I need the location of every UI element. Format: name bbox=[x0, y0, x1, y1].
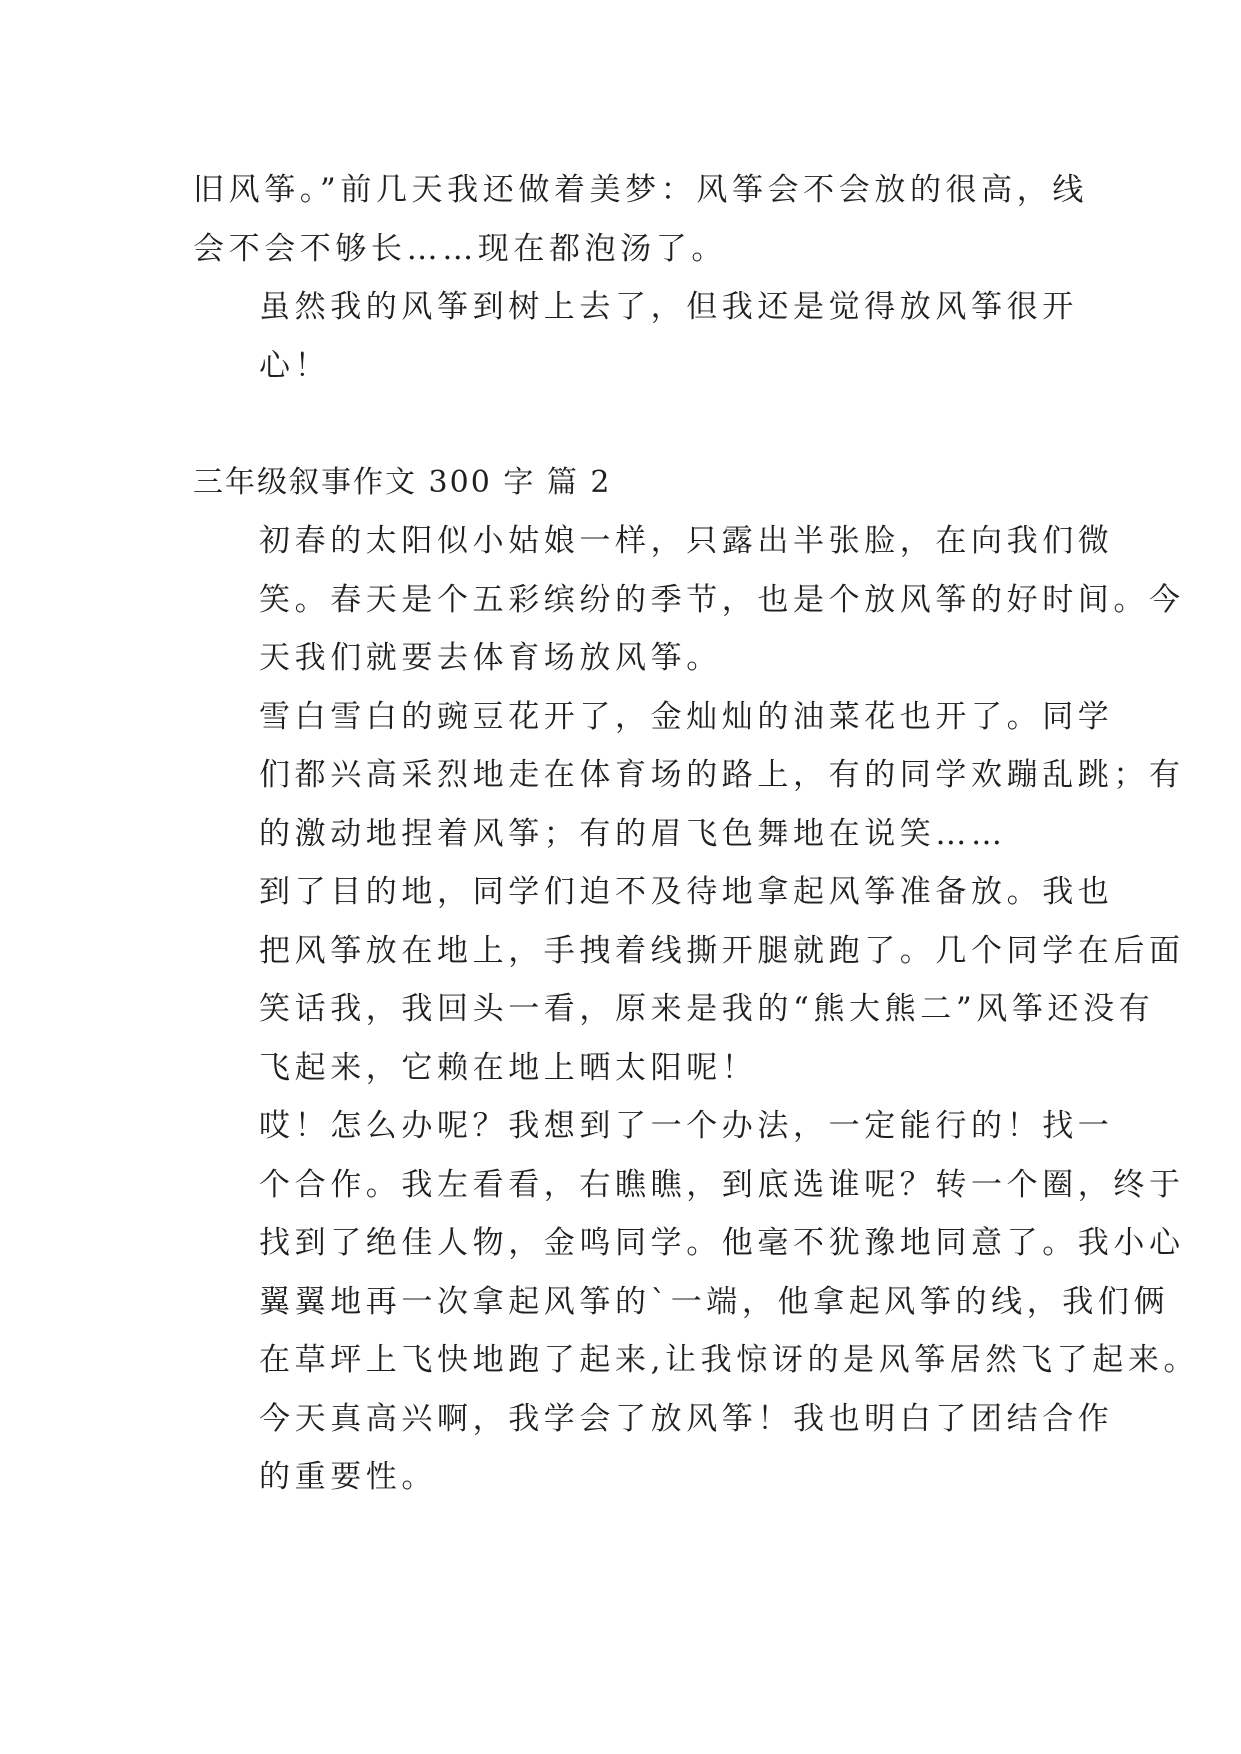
text-line: 笑话我，我回头一看，原来是我的“熊大熊二”风筝还没有 bbox=[259, 991, 1155, 1027]
text-line: 个合作。我左看看，右瞧瞧，到底选谁呢？转一个圈，终于 bbox=[259, 1166, 1185, 1203]
text-line: 哎！怎么办呢？我想到了一个办法，一定能行的！找一 bbox=[259, 1108, 1114, 1144]
text-line: 把风筝放在地上，手拽着线撕开腿就跑了。几个同学在后面 bbox=[259, 932, 1185, 969]
text-line: 到了目的地，同学们迫不及待地拿起风筝准备放。我也 bbox=[259, 874, 1114, 910]
essay-paragraph bbox=[193, 1097, 1200, 1390]
text-line: 雪白雪白的豌豆花开了，金灿灿的油菜花也开了。同学 bbox=[259, 698, 1114, 735]
text-line: 今天真高兴啊，我学会了放风筝！我也明白了团结合作 bbox=[259, 1400, 1114, 1437]
text-line: 的重要性。 bbox=[259, 1459, 437, 1495]
essay-paragraph bbox=[193, 688, 1185, 864]
text-line: 在草坪上飞快地跑了起来,让我惊讶的是风筝居然飞了起来。 bbox=[259, 1342, 1200, 1378]
section-title: 三年级叙事作文 300 字 篇 2 bbox=[193, 464, 612, 500]
text-line: 天我们就要去体育场放风筝。 bbox=[259, 640, 722, 676]
text-line: 旧风筝。”前几天我还做着美梦：风筝会不会放的很高，线 bbox=[193, 172, 1088, 208]
text-line: 笑。春天是个五彩缤纷的季节，也是个放风筝的好时间。今 bbox=[259, 581, 1185, 618]
text-line: 虽然我的风筝到树上去了，但我还是觉得放风筝很开 bbox=[259, 289, 1078, 325]
essay-paragraph bbox=[193, 512, 1185, 688]
essay-paragraph bbox=[193, 863, 1185, 1097]
closing-paragraph bbox=[193, 278, 1078, 395]
essay-paragraph bbox=[193, 1390, 1114, 1507]
text-line: 翼翼地再一次拿起风筝的`一端，他拿起风筝的线，我们俩 bbox=[259, 1283, 1170, 1320]
text-line: 找到了绝佳人物，金鸣同学。他毫不犹豫地同意了。我小心 bbox=[259, 1225, 1185, 1261]
text-line: 初春的太阳似小姑娘一样，只露出半张脸，在向我们微 bbox=[259, 523, 1114, 559]
continued-paragraph bbox=[193, 161, 1088, 278]
text-line: 们都兴高采烈地走在体育场的路上，有的同学欢蹦乱跳；有 bbox=[259, 757, 1185, 793]
essay-body bbox=[193, 161, 1200, 1507]
text-line: 的激动地捏着风筝；有的眉飞色舞地在说笑…… bbox=[259, 815, 1007, 852]
text-line: 心！ bbox=[259, 347, 331, 384]
text-line: 飞起来，它赖在地上晒太阳呢！ bbox=[259, 1049, 758, 1086]
text-line: 会不会不够长……现在都泡汤了。 bbox=[193, 230, 727, 267]
